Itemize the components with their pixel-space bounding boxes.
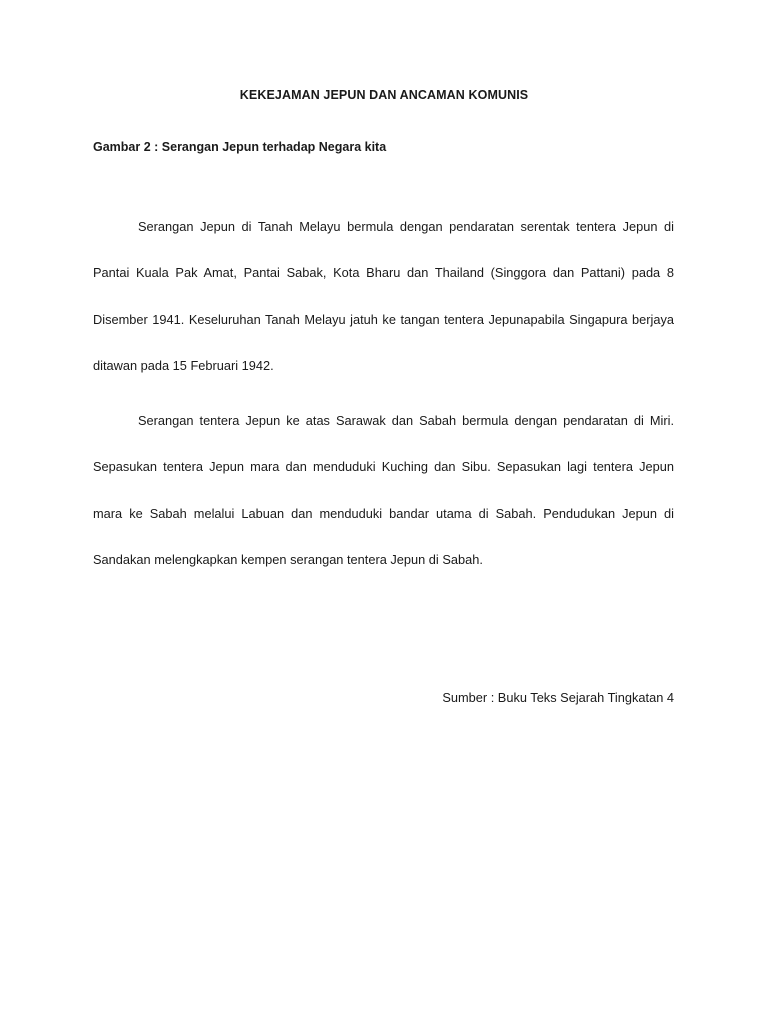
document-title: KEKEJAMAN JEPUN DAN ANCAMAN KOMUNIS: [239, 88, 529, 102]
paragraph-1: Serangan Jepun di Tanah Melayu bermula dengan pendaratan serentak tentera Jepun di Pantai Kuala Pak Amat, Pantai Sabak, Kota Bharu dan Thailand (Singgora dan Pattani) pada 8 Disember 1941. Keseluruhan Tanah Melayu jatuh ke tangan tentera Jepunapabila Singapura berjaya ditawan pada 15 Februari 1942.: [93, 219, 674, 373]
paragraph-2: Serangan tentera Jepun ke atas Sarawak dan Sabah bermula dengan pendaratan di Miri. Sepasukan tentera Jepun mara dan menduduki Kuching dan Sibu. Sepasukan lagi tentera Jepun mara ke Sabah melalui Labuan dan menduduki bandar utama di Sabah. Pendudukan Jepun di Sandakan melengkapkan kempen serangan tentera Jepun di Sabah.: [93, 413, 674, 567]
figure-caption: Gambar 2 : Serangan Jepun terhadap Negara kita: [93, 140, 387, 154]
source-citation: Sumber : Buku Teks Sejarah Tingkatan 4: [442, 690, 674, 705]
